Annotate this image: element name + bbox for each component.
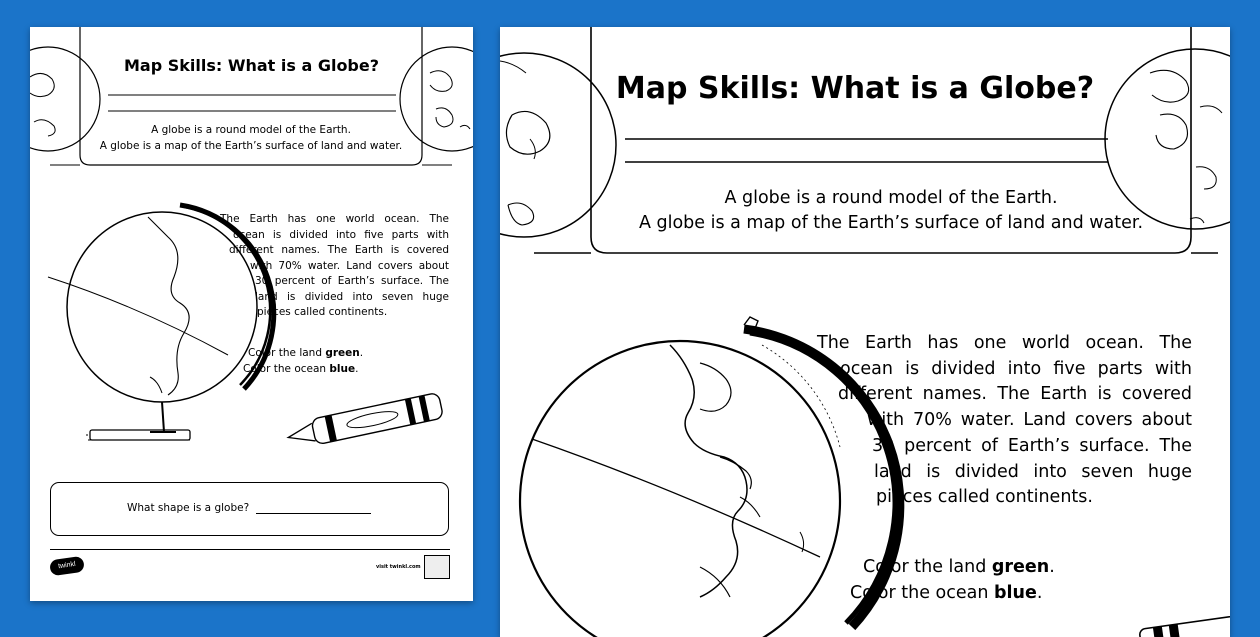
footer-url: visit twinkl.com [376, 564, 421, 570]
instruction-text: Color the ocean [850, 583, 995, 603]
instruction-emphasis: blue [329, 363, 356, 375]
body-line: 30 percent of Earth’s surface. The [255, 275, 449, 287]
body-line: land is divided into seven huge [255, 290, 449, 303]
answer-line[interactable] [256, 513, 371, 514]
instruction-text: Color the land [248, 347, 326, 359]
twinkl-logo-text: twinkl [57, 560, 77, 571]
question-text: What shape is a globe? [127, 502, 250, 514]
worksheet-title: Map Skills: What is a Globe? [123, 56, 380, 75]
instruction-period: . [355, 363, 359, 375]
body-line: ocean is divided into five parts with [233, 228, 449, 241]
body-line: The Earth has one world ocean. The [220, 213, 449, 225]
instruction-emphasis: green [325, 347, 360, 359]
intro-line-2: A globe is a map of the Earth’s surface of land and water. [638, 213, 1144, 233]
body-line: pieces called continents. [876, 487, 1093, 508]
instruction-text: Color the land [863, 557, 992, 577]
body-line: land is divided into seven huge [874, 461, 1192, 482]
footer-badge-icon [424, 555, 450, 579]
body-line: The Earth has one world ocean. The [817, 333, 1192, 353]
footer-divider [50, 549, 450, 550]
body-line: ocean is divided into five parts with [840, 358, 1192, 379]
question-box [50, 482, 449, 536]
body-line: 30 percent of Earth’s surface. The [872, 435, 1192, 456]
body-line: different names. The Earth is covered [229, 244, 449, 256]
worksheet-preview-zoomed [500, 27, 1230, 637]
instruction-emphasis: blue [994, 583, 1037, 603]
instruction-period: . [1049, 557, 1055, 577]
body-line: pieces called continents. [257, 306, 388, 318]
crayon-icon [500, 27, 1230, 637]
instruction-period: . [1036, 583, 1043, 603]
intro-line-2: A globe is a map of the Earth’s surface of land and water. [99, 140, 403, 152]
intro-line-1: A globe is a round model of the Earth. [724, 188, 1058, 208]
instruction-emphasis: green [991, 557, 1050, 577]
body-line: with 70% water. Land covers about [250, 259, 449, 272]
instruction-period: . [359, 347, 364, 359]
body-line: different names. The Earth is covered [838, 384, 1192, 405]
body-line: with 70% water. Land covers about [867, 410, 1192, 431]
worksheet-preview-small [30, 27, 473, 601]
worksheet-title: Map Skills: What is a Globe? [615, 71, 1095, 106]
instruction-text: Color the ocean [243, 363, 330, 375]
intro-line-1: A globe is a round model of the Earth. [151, 124, 351, 136]
